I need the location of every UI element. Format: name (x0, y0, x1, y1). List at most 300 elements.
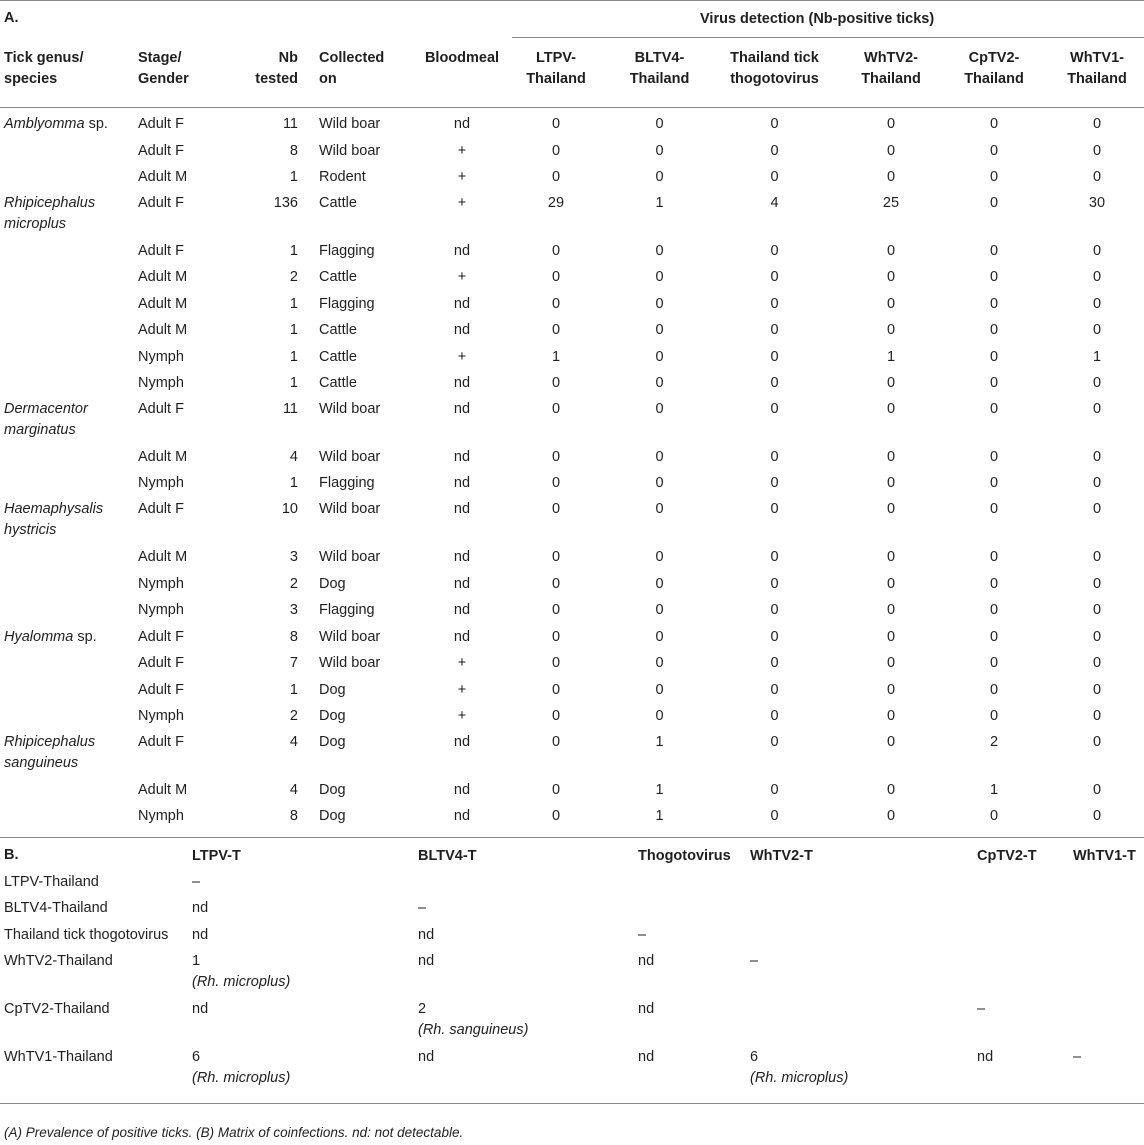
cell-collected: Wild boar (319, 549, 381, 565)
cell-whtv2: 0 (886, 655, 896, 671)
col-header-ltpv: LTPV- (535, 50, 576, 66)
cell-collected: Dog (319, 782, 346, 798)
cell-nb: 3 (289, 602, 298, 618)
cell-stage: Nymph (138, 808, 184, 824)
matrix-row-name: WhTV1-Thailand (4, 1049, 113, 1065)
cell-stage: Adult F (138, 143, 184, 159)
species-name (4, 499, 134, 541)
cell-nb: 1 (289, 322, 298, 338)
cell-whtv2: 0 (886, 296, 896, 312)
col-header-stage: Stage/ (138, 50, 182, 66)
cell-nb: 8 (289, 629, 298, 645)
matrix-cell-species: (Rh. sanguineus) (418, 1022, 529, 1038)
cell-cptv2: 0 (989, 576, 999, 592)
cell-ltpv: 0 (551, 708, 561, 724)
cell-whtv2: 1 (886, 349, 896, 365)
cell-cptv2: 0 (989, 629, 999, 645)
cell-ltpv: 0 (551, 322, 561, 338)
cell-whtv2: 0 (886, 449, 896, 465)
cell-thogoto: 0 (770, 143, 779, 159)
cell-bloodmeal: nd (453, 475, 471, 491)
cell-bloodmeal: nd (453, 501, 471, 517)
cell-whtv2: 0 (886, 782, 896, 798)
cell-whtv2: 0 (886, 169, 896, 185)
species-name (4, 193, 134, 235)
cell-nb: 11 (282, 401, 298, 417)
species-name (4, 627, 134, 648)
cell-stage: Adult M (138, 782, 188, 798)
genus-name: Hyalomma (4, 629, 74, 645)
cell-collected: Wild boar (319, 116, 381, 132)
matrix-row-name: CpTV2-Thailand (4, 1001, 110, 1017)
cell-nb: 1 (289, 375, 298, 391)
cell-collected: Flagging (319, 296, 375, 312)
cell-whtv1: 0 (1092, 296, 1102, 312)
cell-whtv2: 0 (886, 501, 896, 517)
cell-ltpv: 0 (551, 169, 561, 185)
cell-thogoto: 4 (770, 195, 779, 211)
cell-thogoto: 0 (770, 349, 779, 365)
cell-thogoto: 0 (770, 734, 779, 750)
matrix-cell: – (1073, 1049, 1082, 1065)
matrix-row-name: BLTV4-Thailand (4, 900, 108, 916)
cell-thogoto: 0 (770, 501, 779, 517)
matrix-cell: 2 (418, 1001, 427, 1017)
cell-collected: Wild boar (319, 629, 381, 645)
cell-cptv2: 0 (989, 322, 999, 338)
cell-thogoto: 0 (770, 655, 779, 671)
cell-nb: 136 (273, 195, 298, 211)
cell-whtv1: 0 (1092, 501, 1102, 517)
species-suffix: sp. (73, 629, 97, 645)
cell-thogoto: 0 (770, 475, 779, 491)
cell-nb: 7 (289, 655, 298, 671)
cell-bltv4: 0 (655, 576, 664, 592)
cell-bltv4: 0 (655, 449, 664, 465)
cell-ltpv: 0 (551, 475, 561, 491)
matrix-cell: – (750, 953, 759, 969)
cell-whtv2: 0 (886, 549, 896, 565)
rule-line (0, 837, 1144, 838)
species-name (4, 732, 134, 774)
cell-bltv4: 0 (655, 475, 664, 491)
cell-bltv4: 1 (655, 782, 664, 798)
cell-stage: Adult M (138, 169, 188, 185)
cell-stage: Adult M (138, 296, 188, 312)
col-header-tick: Tick genus/ (4, 50, 84, 66)
cell-bltv4: 0 (655, 269, 664, 285)
cell-ltpv: 1 (551, 349, 561, 365)
cell-bloodmeal: + (457, 349, 467, 365)
col-header-whtv1: Thailand (1067, 71, 1127, 87)
cell-cptv2: 0 (989, 296, 999, 312)
cell-nb: 2 (289, 269, 298, 285)
matrix-row-name: LTPV-Thailand (4, 874, 99, 890)
cell-bltv4: 0 (655, 549, 664, 565)
species-name-part: Rhipicephalus (4, 195, 96, 211)
cell-bltv4: 0 (655, 602, 664, 618)
cell-nb: 2 (289, 576, 298, 592)
matrix-cell: nd (192, 900, 209, 916)
cell-whtv1: 0 (1092, 169, 1102, 185)
cell-stage: Adult F (138, 655, 184, 671)
matrix-cell: nd (638, 953, 655, 969)
cell-bltv4: 0 (655, 349, 664, 365)
cell-bloodmeal: + (457, 169, 467, 185)
cell-whtv2: 0 (886, 475, 896, 491)
cell-bltv4: 0 (655, 708, 664, 724)
cell-nb: 8 (289, 143, 298, 159)
cell-thogoto: 0 (770, 808, 779, 824)
cell-ltpv: 0 (551, 576, 561, 592)
col-header-whtv1: WhTV1- (1070, 50, 1124, 66)
cell-collected: Flagging (319, 475, 375, 491)
matrix-col-header: WhTV2-T (750, 848, 813, 864)
col-header-collected: Collected (319, 50, 385, 66)
cell-thogoto: 0 (770, 576, 779, 592)
cell-ltpv: 0 (551, 549, 561, 565)
cell-stage: Adult F (138, 734, 184, 750)
cell-bltv4: 0 (655, 169, 664, 185)
cell-whtv2: 0 (886, 708, 896, 724)
cell-collected: Rodent (319, 169, 366, 185)
matrix-cell: nd (638, 1049, 655, 1065)
matrix-cell: nd (418, 927, 435, 943)
matrix-cell: – (638, 927, 647, 943)
cell-cptv2: 0 (989, 243, 999, 259)
col-header-thogoto: Thailand tick (730, 50, 819, 66)
cell-collected: Cattle (319, 349, 357, 365)
cell-stage: Adult F (138, 501, 184, 517)
matrix-cell: nd (192, 1001, 209, 1017)
cell-bloodmeal: nd (453, 808, 471, 824)
matrix-col-header: Thogotovirus (638, 848, 731, 864)
cell-whtv1: 30 (1088, 195, 1106, 211)
cell-nb: 4 (289, 449, 298, 465)
cell-bloodmeal: + (457, 269, 467, 285)
cell-cptv2: 0 (989, 143, 999, 159)
cell-nb: 3 (289, 549, 298, 565)
cell-ltpv: 0 (551, 501, 561, 517)
cell-whtv1: 0 (1092, 808, 1102, 824)
cell-bltv4: 0 (655, 322, 664, 338)
cell-cptv2: 0 (989, 195, 999, 211)
col-header-whtv2: WhTV2- (864, 50, 918, 66)
cell-whtv1: 0 (1092, 602, 1102, 618)
cell-bloodmeal: nd (453, 576, 471, 592)
species-name-part: sanguineus (4, 755, 79, 771)
cell-bloodmeal: nd (453, 449, 471, 465)
cell-bloodmeal: + (457, 708, 467, 724)
cell-thogoto: 0 (770, 269, 779, 285)
table-caption: (A) Prevalence of positive ticks. (B) Matrix of coinfections. nd: not detectable. (4, 1125, 464, 1140)
matrix-cell-species: (Rh. microplus) (192, 1070, 291, 1086)
cell-whtv2: 0 (886, 629, 896, 645)
matrix-cell: 6 (192, 1049, 201, 1065)
cell-bloodmeal: + (457, 682, 467, 698)
species-suffix: sp. (84, 116, 108, 132)
col-header-bltv4: BLTV4- (634, 50, 685, 66)
cell-whtv1: 0 (1092, 269, 1102, 285)
cell-cptv2: 1 (989, 782, 999, 798)
cell-collected: Cattle (319, 269, 357, 285)
cell-whtv2: 0 (886, 322, 896, 338)
cell-collected: Dog (319, 808, 346, 824)
cell-nb: 11 (282, 116, 298, 132)
cell-ltpv: 0 (551, 734, 561, 750)
cell-thogoto: 0 (770, 549, 779, 565)
rule-line (512, 37, 1144, 38)
cell-bltv4: 0 (655, 375, 664, 391)
matrix-cell: nd (418, 953, 435, 969)
col-header-cptv2: CpTV2- (968, 50, 1020, 66)
col-header-nb: Nb (278, 50, 298, 66)
cell-bloodmeal: nd (453, 549, 471, 565)
cell-cptv2: 0 (989, 349, 999, 365)
matrix-cell: 6 (750, 1049, 759, 1065)
cell-ltpv: 0 (551, 296, 561, 312)
cell-thogoto: 0 (770, 243, 779, 259)
cell-cptv2: 0 (989, 682, 999, 698)
species-name-part: hystricis (4, 522, 57, 538)
cell-ltpv: 0 (551, 655, 561, 671)
cell-bloodmeal: nd (453, 243, 471, 259)
matrix-cell: 1 (192, 953, 201, 969)
matrix-row-name: Thailand tick thogotovirus (4, 927, 169, 943)
matrix-cell: – (418, 900, 427, 916)
matrix-cell-species: (Rh. microplus) (192, 974, 291, 990)
cell-stage: Nymph (138, 475, 184, 491)
cell-bloodmeal: nd (453, 734, 471, 750)
cell-whtv1: 0 (1092, 708, 1102, 724)
cell-stage: Adult F (138, 629, 184, 645)
cell-ltpv: 0 (551, 682, 561, 698)
cell-ltpv: 0 (551, 602, 561, 618)
cell-stage: Nymph (138, 576, 184, 592)
col-header-thogoto: thogotovirus (730, 71, 819, 87)
cell-whtv1: 0 (1092, 375, 1102, 391)
cell-ltpv: 0 (551, 116, 561, 132)
cell-ltpv: 0 (551, 269, 561, 285)
cell-thogoto: 0 (770, 322, 779, 338)
cell-whtv1: 0 (1092, 143, 1102, 159)
cell-stage: Nymph (138, 375, 184, 391)
cell-whtv2: 0 (886, 269, 896, 285)
matrix-col-header: LTPV-T (192, 848, 241, 864)
species-name (4, 114, 134, 135)
cell-stage: Adult F (138, 401, 184, 417)
cell-whtv2: 0 (886, 734, 896, 750)
cell-collected: Wild boar (319, 655, 381, 671)
species-name-part: marginatus (4, 422, 76, 438)
col-header-cptv2: Thailand (964, 71, 1024, 87)
species-name-part: Rhipicephalus (4, 734, 96, 750)
virus-detection-header: Virus detection (Nb-positive ticks) (700, 11, 935, 27)
cell-cptv2: 0 (989, 708, 999, 724)
col-header-bltv4: Thailand (629, 71, 690, 87)
cell-nb: 1 (289, 243, 298, 259)
cell-bloodmeal: nd (453, 629, 471, 645)
cell-ltpv: 0 (551, 401, 561, 417)
species-name-part: Dermacentor (4, 401, 88, 417)
cell-whtv2: 0 (886, 602, 896, 618)
cell-stage: Adult F (138, 682, 184, 698)
cell-stage: Adult M (138, 269, 188, 285)
cell-whtv2: 0 (886, 243, 896, 259)
rule-line (0, 107, 1144, 108)
cell-whtv1: 0 (1092, 322, 1102, 338)
cell-bltv4: 0 (655, 501, 664, 517)
cell-nb: 8 (289, 808, 298, 824)
cell-bloodmeal: nd (453, 116, 471, 132)
cell-collected: Cattle (319, 322, 357, 338)
cell-collected: Wild boar (319, 501, 381, 517)
cell-cptv2: 0 (989, 116, 999, 132)
col-header-whtv2: Thailand (861, 71, 921, 87)
cell-whtv1: 0 (1092, 655, 1102, 671)
cell-cptv2: 2 (989, 734, 999, 750)
cell-whtv1: 0 (1092, 475, 1102, 491)
matrix-row-name: WhTV2-Thailand (4, 953, 113, 969)
cell-bltv4: 1 (655, 734, 664, 750)
cell-bltv4: 0 (655, 682, 664, 698)
cell-thogoto: 0 (770, 708, 779, 724)
cell-thogoto: 0 (770, 169, 779, 185)
cell-cptv2: 0 (989, 549, 999, 565)
cell-stage: Adult M (138, 322, 188, 338)
cell-thogoto: 0 (770, 116, 779, 132)
cell-bltv4: 1 (655, 808, 664, 824)
cell-thogoto: 0 (770, 602, 779, 618)
cell-bloodmeal: nd (453, 782, 471, 798)
cell-bltv4: 0 (655, 116, 664, 132)
cell-whtv2: 0 (886, 143, 896, 159)
matrix-cell: – (977, 1001, 986, 1017)
cell-nb: 2 (289, 708, 298, 724)
cell-whtv1: 0 (1092, 629, 1102, 645)
cell-ltpv: 0 (551, 629, 561, 645)
cell-collected: Wild boar (319, 401, 381, 417)
cell-thogoto: 0 (770, 375, 779, 391)
cell-collected: Wild boar (319, 449, 381, 465)
cell-bloodmeal: nd (453, 296, 471, 312)
cell-whtv1: 0 (1092, 782, 1102, 798)
cell-whtv2: 0 (886, 116, 896, 132)
cell-nb: 1 (289, 296, 298, 312)
cell-nb: 1 (289, 475, 298, 491)
cell-whtv2: 0 (886, 375, 896, 391)
section-a-label: A. (4, 10, 19, 26)
cell-ltpv: 0 (551, 782, 561, 798)
cell-nb: 1 (289, 682, 298, 698)
cell-bltv4: 0 (655, 296, 664, 312)
cell-cptv2: 0 (989, 169, 999, 185)
species-name-part: microplus (4, 216, 67, 232)
cell-whtv2: 0 (886, 576, 896, 592)
matrix-cell: – (192, 874, 201, 890)
cell-cptv2: 0 (989, 655, 999, 671)
section-b-label: B. (4, 847, 19, 863)
cell-bloodmeal: + (457, 143, 467, 159)
cell-ltpv: 0 (551, 143, 561, 159)
cell-bltv4: 1 (655, 195, 664, 211)
cell-whtv1: 0 (1092, 401, 1102, 417)
cell-thogoto: 0 (770, 401, 779, 417)
cell-ltpv: 0 (551, 375, 561, 391)
col-header-tick: species (4, 71, 58, 87)
cell-bloodmeal: nd (453, 375, 471, 391)
rule-line (0, 0, 1144, 1)
cell-collected: Dog (319, 734, 346, 750)
cell-nb: 10 (281, 501, 298, 517)
cell-collected: Wild boar (319, 143, 381, 159)
cell-nb: 4 (289, 782, 298, 798)
cell-whtv1: 0 (1092, 682, 1102, 698)
cell-bltv4: 0 (655, 629, 664, 645)
cell-whtv2: 0 (886, 682, 896, 698)
cell-stage: Nymph (138, 349, 184, 365)
cell-bltv4: 0 (655, 401, 664, 417)
cell-collected: Flagging (319, 602, 375, 618)
matrix-cell-species: (Rh. microplus) (750, 1070, 849, 1086)
cell-collected: Cattle (319, 375, 357, 391)
cell-stage: Adult M (138, 449, 188, 465)
matrix-col-header: BLTV4-T (418, 848, 477, 864)
cell-thogoto: 0 (770, 682, 779, 698)
cell-stage: Adult F (138, 195, 184, 211)
cell-whtv1: 0 (1092, 449, 1102, 465)
col-header-stage: Gender (138, 71, 189, 87)
matrix-col-header: WhTV1-T (1073, 848, 1136, 864)
cell-collected: Dog (319, 576, 346, 592)
species-name (4, 399, 134, 441)
col-header-collected: on (319, 71, 337, 87)
cell-bltv4: 0 (655, 243, 664, 259)
cell-thogoto: 0 (770, 782, 779, 798)
matrix-cell: nd (418, 1049, 435, 1065)
matrix-cell: nd (192, 927, 209, 943)
cell-cptv2: 0 (989, 449, 999, 465)
matrix-col-header: CpTV2-T (977, 848, 1037, 864)
matrix-cell: nd (638, 1001, 655, 1017)
matrix-cell: nd (977, 1049, 994, 1065)
cell-bloodmeal: nd (453, 401, 471, 417)
cell-bloodmeal: + (457, 195, 467, 211)
cell-whtv1: 0 (1092, 243, 1102, 259)
cell-collected: Flagging (319, 243, 375, 259)
cell-thogoto: 0 (770, 629, 779, 645)
cell-stage: Nymph (138, 602, 184, 618)
cell-whtv2: 0 (886, 808, 896, 824)
cell-cptv2: 0 (989, 269, 999, 285)
cell-stage: Adult F (138, 116, 184, 132)
cell-cptv2: 0 (989, 401, 999, 417)
cell-nb: 4 (289, 734, 298, 750)
cell-whtv2: 25 (882, 195, 900, 211)
cell-collected: Dog (319, 682, 346, 698)
cell-whtv1: 0 (1092, 734, 1102, 750)
cell-cptv2: 0 (989, 602, 999, 618)
cell-ltpv: 0 (551, 243, 561, 259)
cell-bltv4: 0 (655, 143, 664, 159)
rule-line (0, 1103, 1144, 1104)
cell-collected: Cattle (319, 195, 357, 211)
cell-cptv2: 0 (989, 375, 999, 391)
cell-bloodmeal: nd (453, 322, 471, 338)
cell-stage: Adult F (138, 243, 184, 259)
cell-thogoto: 0 (770, 296, 779, 312)
cell-stage: Adult M (138, 549, 188, 565)
